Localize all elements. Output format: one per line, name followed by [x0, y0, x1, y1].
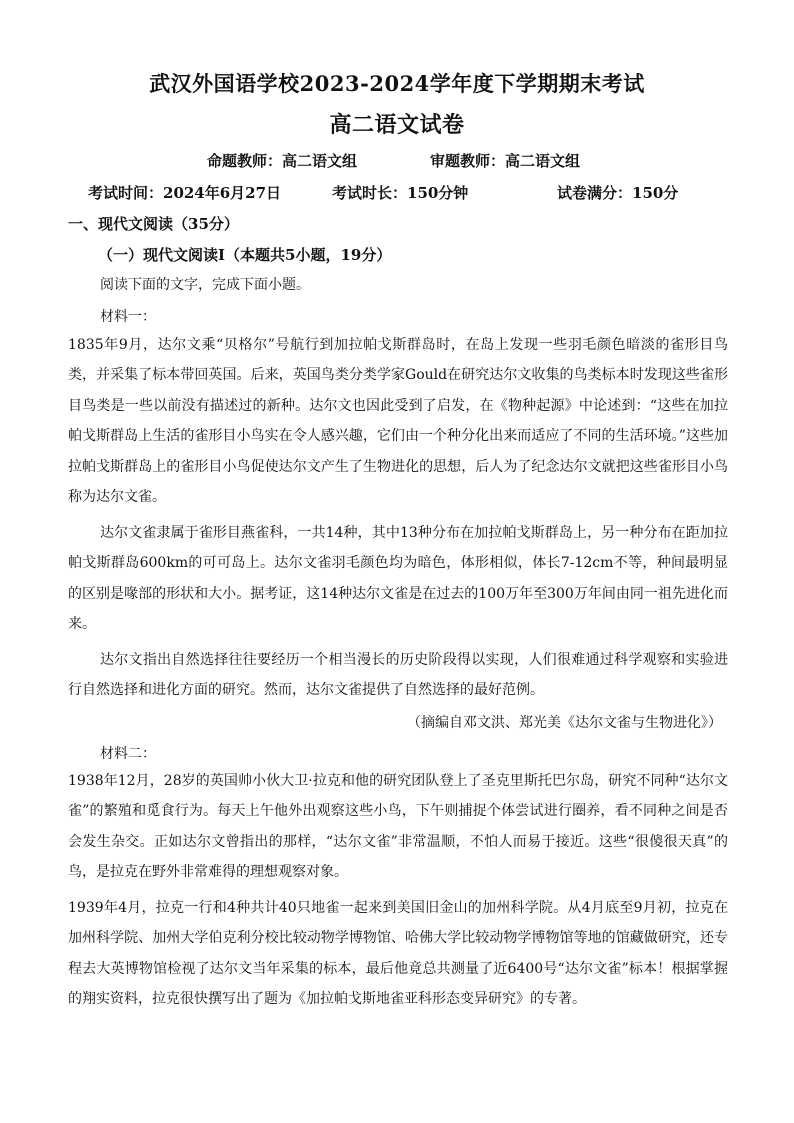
material1-paragraph-2: 达尔文雀隶属于雀形目燕雀科，一共14种，其中13种分布在加拉帕戈斯群岛上，另一种分布在距加拉帕戈斯群岛600km的可可岛上。达尔文雀羽毛颜色均为暗色，体形相似，体长7-12cm不等，种间最明显的区别是喙部的形状和大小。据考证，这14种达尔文雀是在过去的100万年至300万年间由同一祖先进化而来。 — [68, 525, 728, 633]
material1-source: （摘编自邓文洪、郑光美《达尔文雀与生物进化》） — [407, 715, 722, 731]
exam-subtitle: 高二语文试卷 — [329, 112, 465, 138]
sub-section-heading: （一）现代文阅读Ⅰ（本题共5小题，19分） — [98, 246, 392, 264]
material1-paragraph-3: 达尔文指出自然选择往往要经历一个相当漫长的历史阶段得以实现，人们很难通过科学观察和实验进行自然选择和进化方面的研究。然而，达尔文雀提供了自然选择的最好范例。 — [68, 652, 728, 699]
reviewer-info: 审题教师：高二语文组 — [430, 152, 581, 170]
section-heading: 一、现代文阅读（35分） — [68, 215, 239, 233]
exam-time: 考试时间：2024年6月27日 — [88, 184, 282, 202]
material2-paragraph-1: 1938年12月，28岁的英国帅小伙大卫·拉克和他的研究团队登上了圣克里斯托巴尔岛，研究不同种“达尔文雀”的繁殖和觅食行为。每天上午他外出观察这些小鸟，下午则捕捉个体尝试进行圈养，看不同种之间是否会发生杂交。正如达尔文曾指出的那样，“达尔文雀”非常温顺，不怕人而易于接近。这些“很傻很天真”的鸟，是拉克在野外非常难得的理想观察对象。 — [68, 773, 728, 881]
exam-title: 武汉外国语学校2023-2024学年度下学期期末考试 — [149, 71, 645, 96]
material1-label: 材料一： — [100, 309, 156, 325]
full-score: 试卷满分：150分 — [557, 184, 679, 202]
material2-paragraph-2: 1939年4月，拉克一行和4种共计40只地雀一起来到美国旧金山的加州科学院。从4月底至9月初，拉克在加州科学院、加州大学伯克利分校比较动物学博物馆、哈佛大学比较动物学博物馆等地的馆藏做研究，还专程去大英博物馆检视了达尔文当年采集的标本，最后他竟总共测量了近6400号“达尔文雀”标本！根据掌握的翔实资料，拉克很快撰写出了题为《加拉帕戈斯地雀亚科形态变异研究》的专著。 — [68, 900, 728, 1008]
material2-label: 材料二： — [100, 746, 156, 762]
reading-instruction: 阅读下面的文字，完成下面小题。 — [100, 277, 310, 293]
exam-duration: 考试时长：150分钟 — [332, 184, 469, 202]
material1-paragraph-1: 1835年9月，达尔文乘“贝格尔”号航行到加拉帕戈斯群岛时，在岛上发现一些羽毛颜色暗淡的雀形目鸟类，并采集了标本带回英国。后来，英国鸟类分类学家Gould在研究达尔文收集的鸟类标本时发现这些雀形目鸟类是一些以前没有描述过的新种。达尔文也因此受到了启发，在《物种起源》中论述到：“这些在加拉帕戈斯群岛上生活的雀形目小鸟实在令人感兴趣，它们由一个种分化出来而适应了不同的生活环境。”这些加拉帕戈斯群岛上的雀形目小鸟促使达尔文产生了生物进化的思想，后人为了纪念达尔文就把这些雀形目小鸟称为达尔文雀。 — [68, 337, 728, 506]
setter-info: 命题教师：高二语文组 — [207, 152, 358, 170]
